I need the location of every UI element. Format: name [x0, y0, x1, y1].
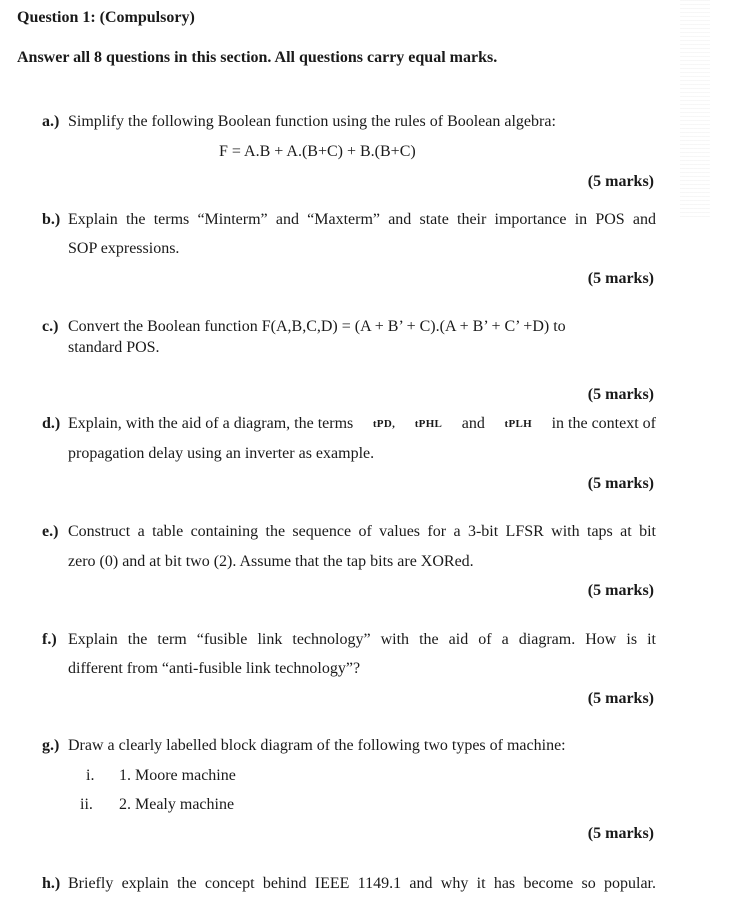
question-label: a.)	[42, 113, 60, 130]
question-text: SOP expressions.	[68, 240, 180, 257]
question-text	[68, 414, 656, 434]
question-text: standard POS.	[68, 339, 160, 356]
scan-noise	[680, 0, 710, 220]
instructions: Answer all 8 questions in this section. All questions carry equal marks.	[17, 49, 498, 66]
question-text: Construct a table containing the sequence of values for a 3-bit LFSR with taps at bit	[68, 523, 656, 540]
marks: (5 marks)	[587, 386, 654, 403]
text-segment: Explain, with the aid of a diagram, the terms	[68, 415, 354, 432]
marks: (5 marks)	[587, 690, 654, 707]
question-text: Draw a clearly labelled block diagram of the following two types of machine:	[68, 737, 566, 754]
section-title: Question 1: (Compulsory)	[17, 9, 195, 26]
question-text: Briefly explain the concept behind IEEE 1149.1 and why it has become so popular.	[68, 875, 656, 892]
term-tplh: tPLH	[504, 418, 532, 430]
question-label: h.)	[42, 875, 61, 892]
marks: (5 marks)	[587, 825, 654, 842]
marks: (5 marks)	[587, 270, 654, 287]
list-number: i.	[86, 767, 95, 784]
question-label: f.)	[42, 631, 57, 648]
question-label: e.)	[42, 523, 59, 540]
question-label: g.)	[42, 737, 60, 754]
formula: F = A.B + A.(B+C) + B.(B+C)	[219, 143, 416, 160]
question-label: b.)	[42, 211, 61, 228]
question-text: Explain the term “fusible link technology” with the aid of a diagram. How is it	[68, 631, 656, 648]
term-tphl: tPHL	[414, 418, 443, 430]
question-text: Simplify the following Boolean function using the rules of Boolean algebra:	[68, 113, 556, 130]
marks: (5 marks)	[587, 582, 654, 599]
text-segment: and	[461, 415, 485, 432]
text-segment: in the context of	[551, 415, 656, 432]
question-text: different from “anti-fusible link technology”?	[68, 660, 361, 677]
question-label: d.)	[42, 415, 61, 432]
list-item: 1. Moore machine	[119, 767, 236, 784]
marks: (5 marks)	[587, 173, 654, 190]
question-text: propagation delay using an inverter as example.	[68, 445, 375, 462]
list-item: 2. Mealy machine	[119, 796, 235, 813]
question-text: zero (0) and at bit two (2). Assume that the tap bits are XORed.	[68, 553, 474, 570]
term-tpd: tPD,	[372, 418, 396, 430]
question-text: Convert the Boolean function F(A,B,C,D) = (A + B’ + C).(A + B’ + C’ +D) to	[68, 318, 566, 335]
marks: (5 marks)	[587, 475, 654, 492]
question-text: Explain the terms “Minterm” and “Maxterm” and state their importance in POS and	[68, 211, 656, 228]
list-number: ii.	[80, 796, 93, 813]
question-label: c.)	[42, 318, 59, 335]
